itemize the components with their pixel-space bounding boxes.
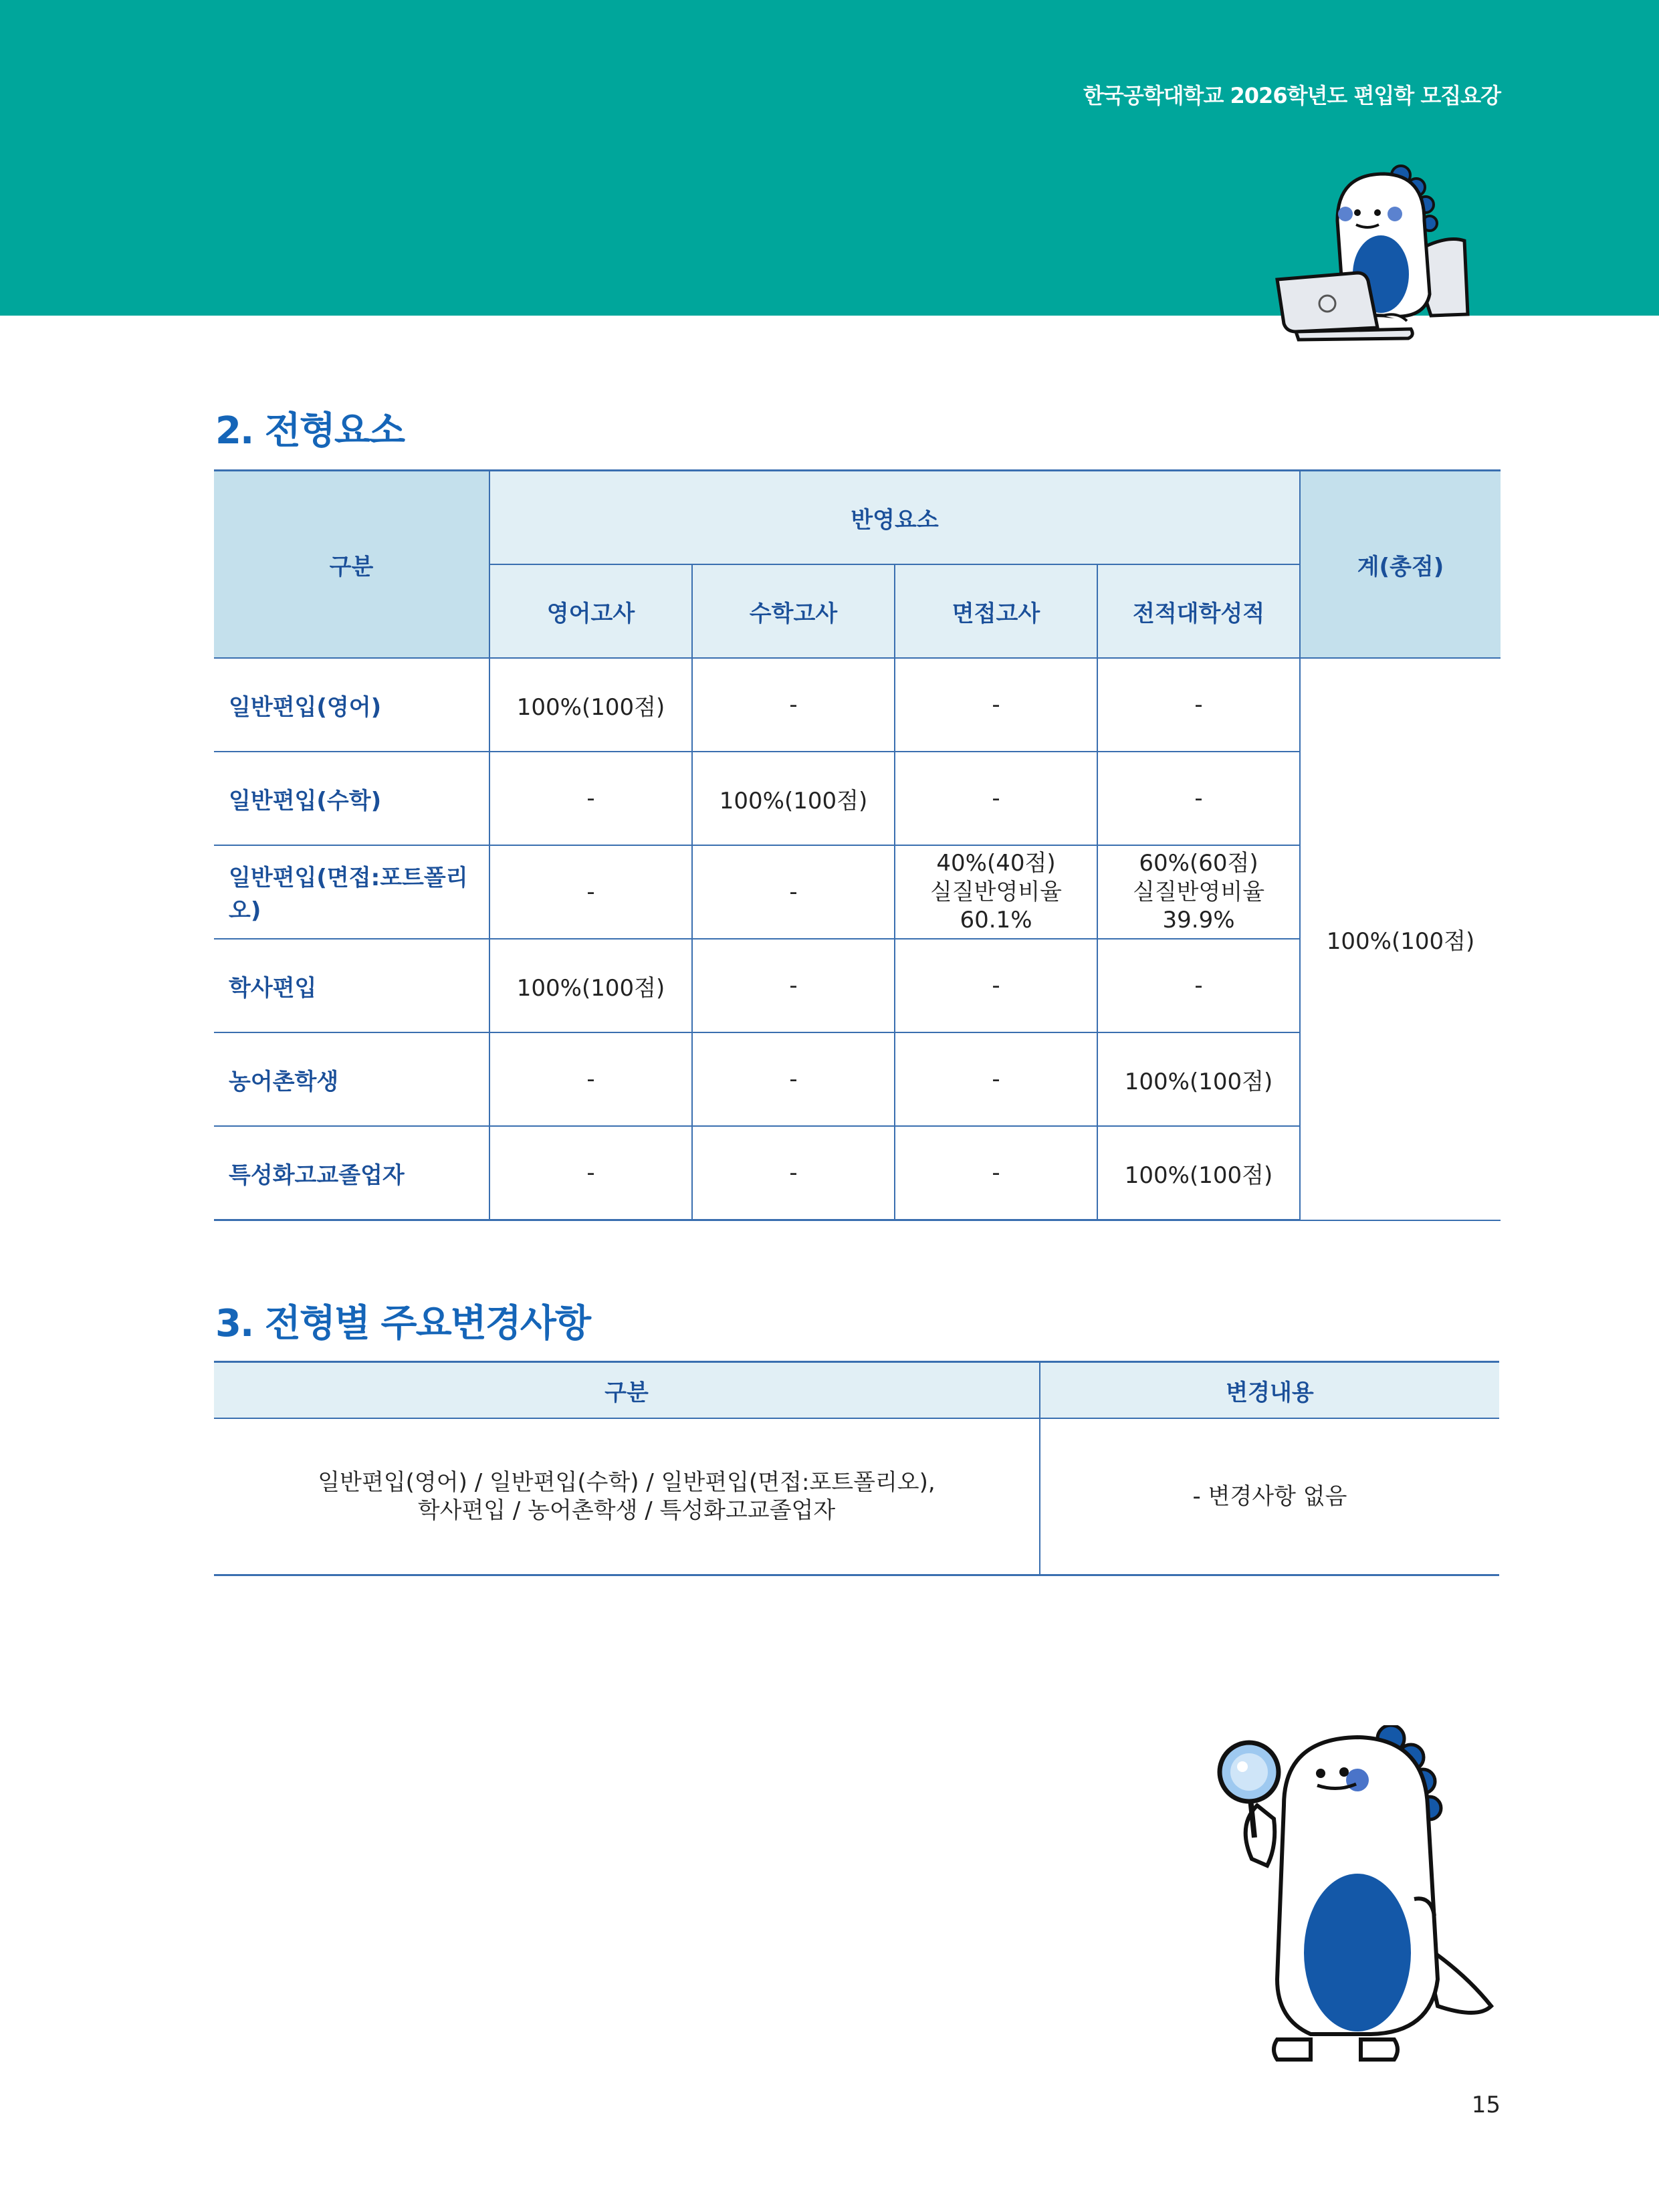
section-title-selection-factors: 2. 전형요소 [215, 409, 405, 453]
table-cell [1097, 845, 1300, 939]
table-cell: 100%(100점) [692, 752, 895, 845]
table-cell: 100%(100점) [1097, 1032, 1300, 1126]
table-row [214, 1418, 1499, 1575]
row-label: 특성화고교졸업자 [214, 1126, 489, 1220]
row-label: 일반편입(수학) [214, 752, 489, 845]
table-cell: - [692, 1126, 895, 1220]
table-cell: - [1097, 752, 1300, 845]
table-cell [895, 845, 1097, 939]
document-title: 한국공학대학교 2026학년도 편입학 모집요강 [1083, 83, 1501, 108]
header-total: 계(총점) [1300, 471, 1501, 659]
table-cell: - [895, 1032, 1097, 1126]
table-row [214, 658, 1501, 752]
table-cell: - [895, 939, 1097, 1032]
table-cell: - [489, 1032, 692, 1126]
row-label: 학사편입 [214, 939, 489, 1032]
table-cell: 100%(100점) [1097, 1126, 1300, 1220]
table-cell: - [489, 1126, 692, 1220]
cell-subvalue: 실질반영비율 39.9% [1132, 878, 1265, 934]
table-cell: - [489, 752, 692, 845]
selection-factors-table [214, 469, 1501, 1221]
header-category: 구분 [214, 1362, 1040, 1419]
category-line: 일반편입(영어) / 일반편입(수학) / 일반편입(면접:포트폴리오), [318, 1468, 935, 1496]
table-cell: - [692, 1032, 895, 1126]
row-label: 일반편입(면접:포트폴리오) [214, 845, 489, 939]
subheader-math: 수학고사 [692, 564, 895, 658]
table-cell: - [895, 752, 1097, 845]
mascot-laptop-icon [1264, 160, 1491, 348]
major-changes-table [214, 1361, 1499, 1576]
table-cell: - [692, 845, 895, 939]
table-cell: - [692, 939, 895, 1032]
table-cell: 100%(100점) [489, 939, 692, 1032]
header-changes: 변경내용 [1040, 1362, 1499, 1419]
category-cell [214, 1418, 1040, 1575]
header-category: 구분 [214, 471, 489, 659]
section-title-major-changes: 3. 전형별 주요변경사항 [215, 1302, 590, 1345]
row-label: 농어촌학생 [214, 1032, 489, 1126]
table-cell: - [1097, 939, 1300, 1032]
mascot-magnifier-icon [1210, 1725, 1511, 2073]
change-cell: - 변경사항 없음 [1040, 1418, 1499, 1575]
total-cell: 100%(100점) [1300, 658, 1501, 1220]
table-cell: - [1097, 658, 1300, 752]
header-reflect-factors: 반영요소 [489, 471, 1300, 565]
subheader-prior-grades: 전적대학성적 [1097, 564, 1300, 658]
page-number: 15 [1471, 2092, 1501, 2118]
table-cell: 100%(100점) [489, 658, 692, 752]
table-cell: - [489, 845, 692, 939]
table-cell: - [895, 1126, 1097, 1220]
subheader-interview: 면접고사 [895, 564, 1097, 658]
subheader-english: 영어고사 [489, 564, 692, 658]
category-line: 학사편입 / 농어촌학생 / 특성화고교졸업자 [417, 1497, 836, 1524]
cell-value: 40%(40점) [936, 850, 1056, 877]
table-cell: - [692, 658, 895, 752]
row-label: 일반편입(영어) [214, 658, 489, 752]
table-cell: - [895, 658, 1097, 752]
cell-subvalue: 실질반영비율 60.1% [929, 878, 1063, 934]
cell-value: 60%(60점) [1139, 850, 1258, 877]
